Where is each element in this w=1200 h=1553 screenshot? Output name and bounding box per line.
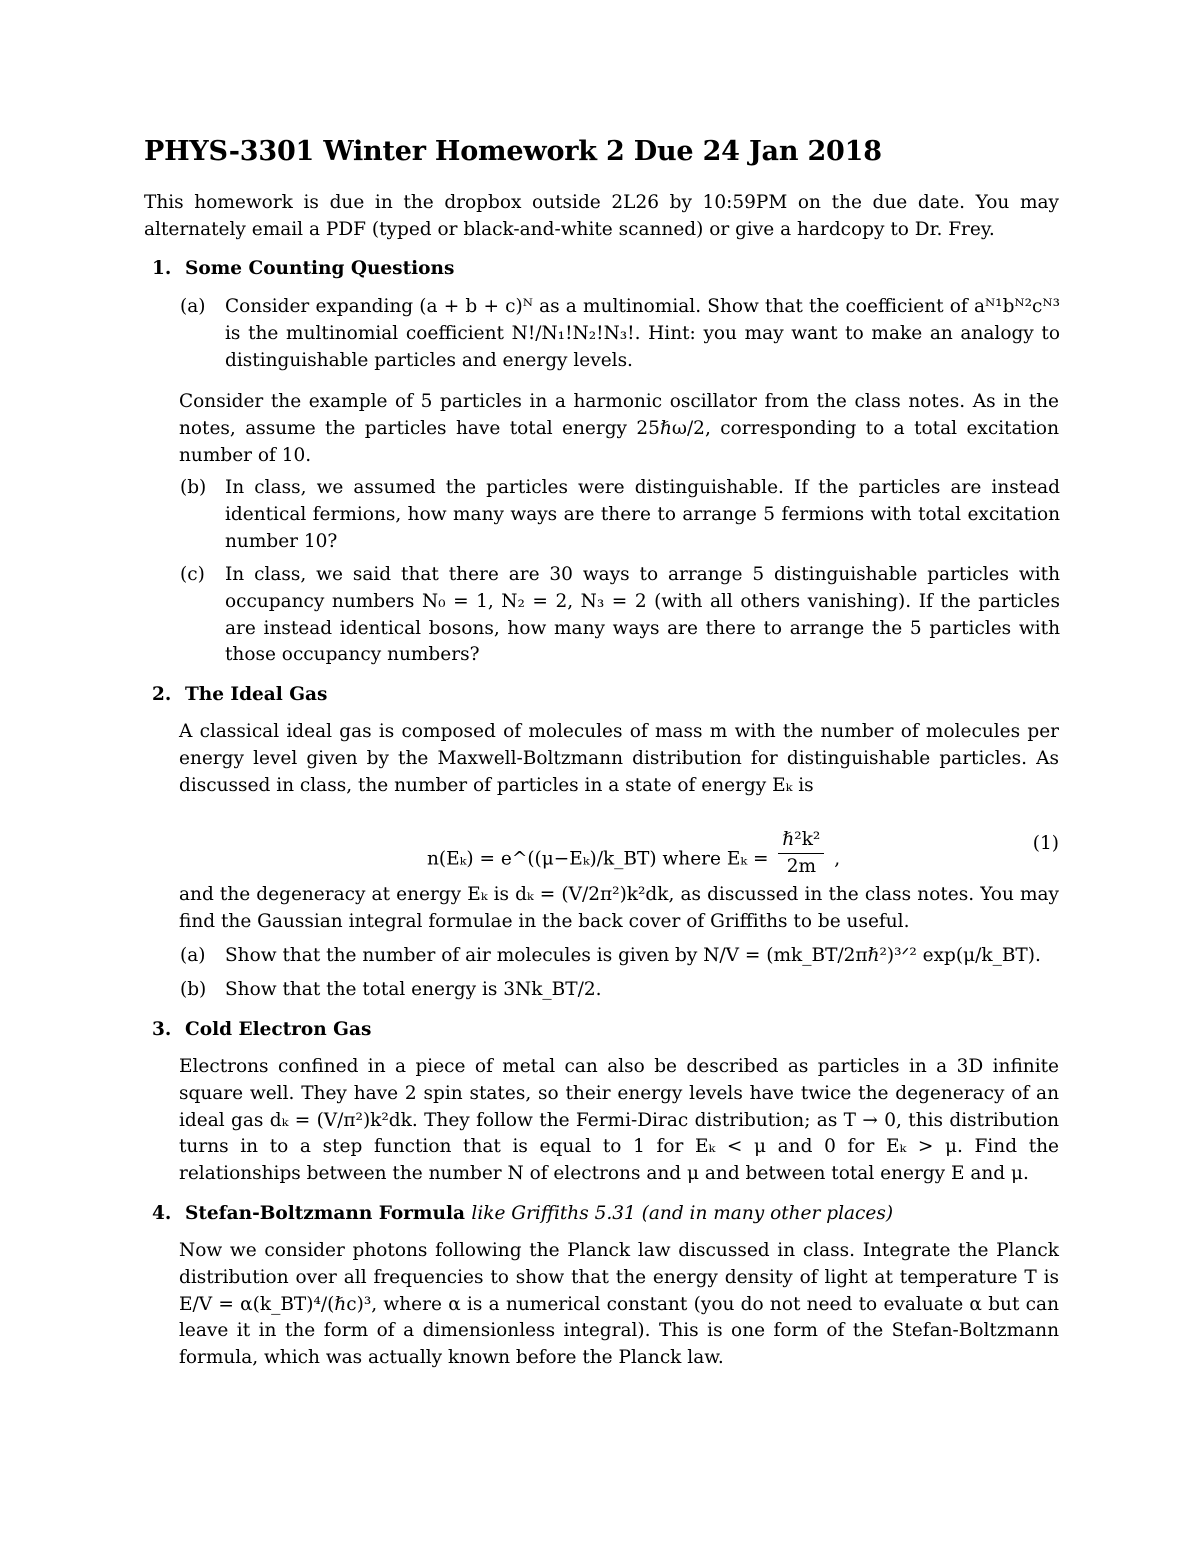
q1-part-b [180,475,1060,555]
q4-title: Stefan-Boltzmann Formula [185,1203,465,1224]
q2-a-label: (a) [180,945,206,966]
q2-b-label: (b) [180,979,207,1000]
q1-heading [152,258,454,279]
equation-1-numerator: ℏ²k² [778,827,824,854]
q1-part-c [180,562,1060,669]
q3-body: Electrons confined in a piece of metal can also be described as particles in a 3D infinite square well. They have 2 spin states, so their energy levels have twice the degeneracy of an ideal gas dₖ = (V/π²)k²dk. They follow the Fermi-Dirac distribution; as T → 0, this distribution turns in to a step function that is equal to 1 for Eₖ < μ and 0 for Eₖ > μ. Find the relationships between the number N of electrons and μ and between total energy E and μ. [179,1056,1059,1185]
q4-number: 4. [152,1203,172,1224]
q1-c-label: (c) [180,564,205,585]
q1-number: 1. [152,258,172,279]
equation-1-body [427,829,841,886]
equation-1 [179,815,1059,875]
q1-title: Some Counting Questions [185,258,455,279]
q1-a-text: Consider expanding (a + b + c)ᴺ as a multinomial. Show that the coefficient of aᴺ¹bᴺ²cᴺ³ is the multinomial coefficient N!/N₁!N₂!N₃!. Hint: you may want to make an analogy to distinguishable particles and energy levels. [225,296,1060,371]
equation-1-left: n(Eₖ) = e^((μ−Eₖ)/k_BT) where Eₖ = [427,848,769,870]
q2-title: The Ideal Gas [185,684,328,705]
q3-number: 3. [152,1019,172,1040]
equation-1-denominator: 2m [786,856,817,877]
q1-a-label: (a) [180,296,206,317]
q4-body: Now we consider photons following the Planck law discussed in class. Integrate the Planck distribution over all frequencies to show that the energy density of light at temperature T is E/V = α(k_BT)⁴/(ℏc)³, where α is a numerical constant (you do not need to evaluate α but can leave it in the form of a dimensionless integral). This is one form of the Stefan-Boltzmann formula, which was actually known before the Planck law. [179,1240,1059,1369]
equation-1-trailing-comma: , [834,848,841,870]
q2-body: A classical ideal gas is composed of molecules of mass m with the number of molecules per energy level given by the Maxwell-Boltzmann distribution for distinguishable particles. As discussed in class, the number of particles in a state of energy Eₖ is [179,721,1059,796]
intro-paragraph: This homework is due in the dropbox outside 2L26 by 10:59PM on the due date. You may alternately email a PDF (typed or black-and-white scanned) or give a hardcopy to Dr. Frey. [144,192,1059,240]
q1-b-label: (b) [180,477,207,498]
q2-part-b [180,977,1060,1004]
q2-b-text: Show that the total energy is 3Nk_BT/2. [225,979,602,1000]
q2-a-text: Show that the number of air molecules is given by N/V = (mk_BT/2πℏ²)³ᐟ² exp(μ/k_BT). [225,945,1041,966]
q1-part-a [180,294,1060,374]
q1-middle-paragraph: Consider the example of 5 particles in a harmonic oscillator from the class notes. As in the notes, assume the particles have total energy 25ℏω/2, corresponding to a total excitation number of 10. [179,391,1059,466]
equation-1-fraction [778,827,824,880]
page-title: PHYS-3301 Winter Homework 2 Due 24 Jan 2018 [144,136,882,167]
q2-part-a [180,943,1060,970]
q4-subtitle: like Griffiths 5.31 (and in many other places) [471,1203,894,1224]
q3-title: Cold Electron Gas [185,1019,372,1040]
equation-1-number: (1) [1032,833,1059,854]
q2-heading [152,684,327,705]
q1-c-text: In class, we said that there are 30 ways to arrange 5 distinguishable particles with occupancy numbers N₀ = 1, N₂ = 2, N₃ = 2 (with all others vanishing). If the particles are instead identical bosons, how many ways are there to arrange the 5 particles with those occupancy numbers? [225,564,1060,666]
q4-heading [152,1203,893,1224]
q2-after-equation: and the degeneracy at energy Eₖ is dₖ = (V/2π²)k²dk, as discussed in the class notes. You may find the Gaussian integral formulae in the back cover of Griffiths to be useful. [179,884,1059,932]
q1-b-text: In class, we assumed the particles were distinguishable. If the particles are instead identical fermions, how many ways are there to arrange 5 fermions with total excitation number 10? [225,477,1060,552]
q3-heading [152,1019,371,1040]
q2-number: 2. [152,684,172,705]
